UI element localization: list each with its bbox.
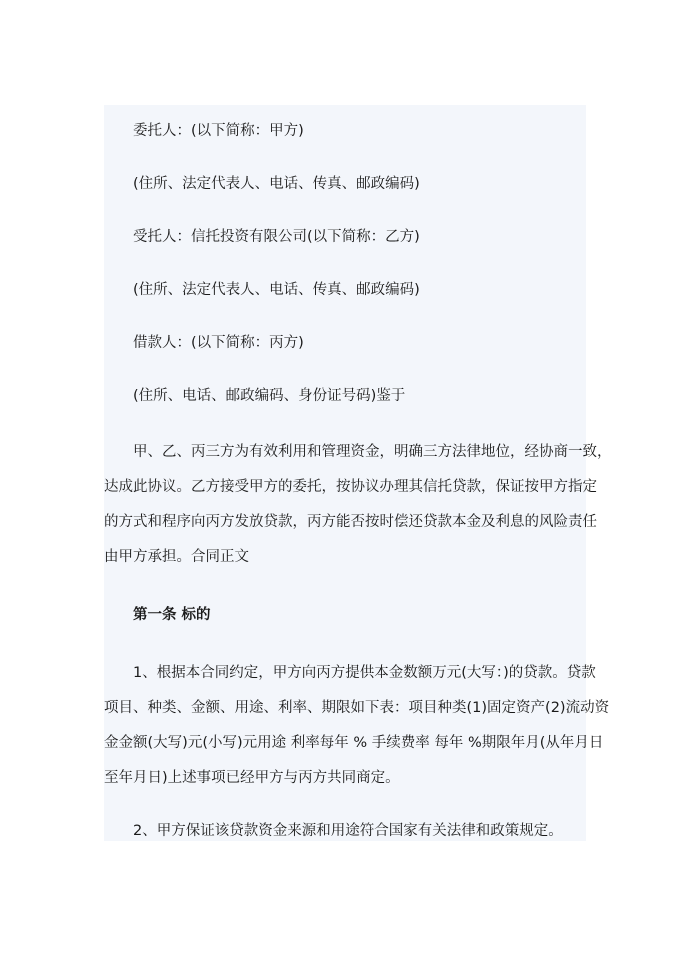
trustee-details-line: (住所、法定代表人、电话、传真、邮政编码)	[133, 282, 420, 298]
article-1-heading: 第一条 标的	[133, 607, 211, 623]
consignor-details-line: (住所、法定代表人、电话、传真、邮政编码)	[133, 176, 420, 192]
borrower-line: 借款人：(以下简称：丙方)	[133, 335, 304, 351]
borrower-details-line: (住所、电话、邮政编码、身份证号码)鉴于	[133, 388, 406, 404]
clause-2-line: 2、甲方保证该贷款资金来源和用途符合国家有关法律和政策规定。	[133, 823, 563, 839]
preamble-line-1: 甲、乙、丙三方为有效利用和管理资金，明确三方法律地位，经协商一致，	[133, 444, 612, 460]
document-page	[104, 105, 612, 841]
clause-1-line-1: 1、根据本合同约定，甲方向丙方提供本金数额万元(大写：)的贷款。贷款	[133, 665, 596, 681]
clause-1-line-4: 至年月日)上述事项已经甲方与丙方共同商定。	[104, 770, 400, 786]
preamble-line-3: 的方式和程序向丙方发放贷款，丙方能否按时偿还贷款本金及利息的风险责任	[104, 514, 597, 530]
preamble-line-4: 由甲方承担。合同正文	[104, 549, 249, 565]
clause-1-line-2: 项目、种类、金额、用途、利率、期限如下表：项目种类(1)固定资产(2)流动资	[104, 700, 610, 716]
preamble-line-2: 达成此协议。乙方接受甲方的委托，按协议办理其信托贷款，保证按甲方指定	[104, 479, 597, 495]
consignor-line: 委托人：(以下简称：甲方)	[133, 123, 304, 139]
clause-1-line-3: 金金额(大写)元(小写)元用途 利率每年 % 手续费率 每年 %期限年月(从年月日	[104, 735, 604, 751]
trustee-line: 受托人：信托投资有限公司(以下简称：乙方)	[133, 229, 420, 245]
